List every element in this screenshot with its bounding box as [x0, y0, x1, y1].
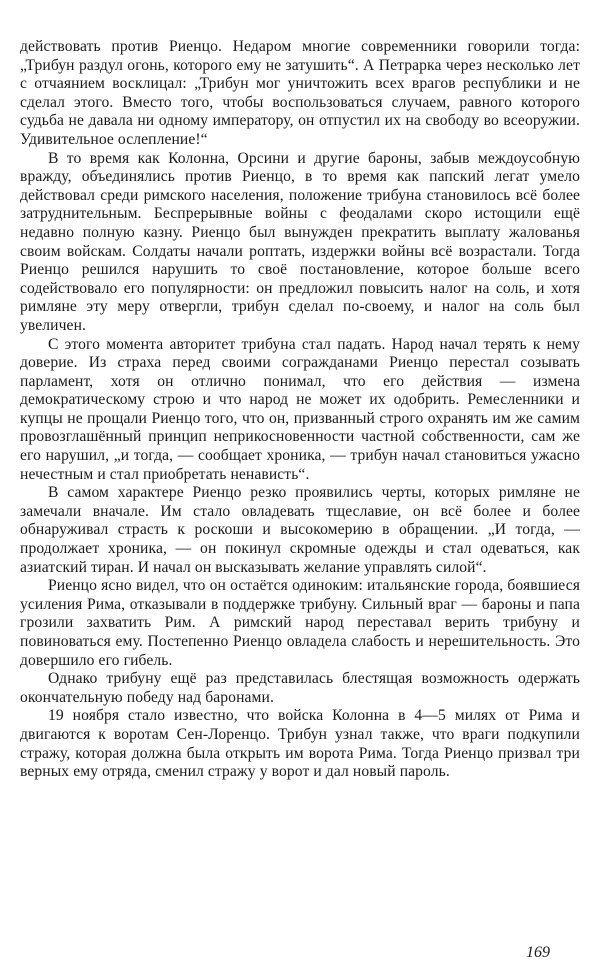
body-text [20, 38, 580, 782]
page-number: 169 [526, 944, 550, 961]
paragraph-6: Однако трибуну ещё раз представилась блестящая возможность одержать окончательную победу над баронами. [20, 670, 580, 706]
paragraph-2: В то время как Колонна, Орсини и другие бароны, забыв междоусобную вражду, объединялись против Риенцо, в то время как папский легат умело действовал среди римского населения, положение трибуна становилось всё более затруднительным. Беспрерывные войны с феодалами скоро истощили ещё недавно полную казну. Риенцо был вынужден прекратить выплату жалованья своим войскам. Солдаты начали роптать, издержки войны всё возрастали. Тогда Риенцо решился нарушить то своё постановление, которое больше всего содействовало его популярности: он предложил повысить налог на соль, и хотя римляне эту меру отвергли, трибун сделал по-своему, и налог на соль был увеличен. [20, 149, 580, 334]
paragraph-7: 19 ноября стало известно, что войска Колонна в 4—5 милях от Рима и двигаются к воротам Сен-Лоренцо. Трибун узнал также, что враги подкупили стражу, которая должна была открыть им ворота Рима. Тогда Риенцо призвал три верных ему отряда, сменил стражу у ворот и дал новый пароль. [20, 707, 580, 781]
paragraph-4: В самом характере Риенцо резко проявились черты, которых римляне не замечали вначале. Им стало овладевать тщеславие, он всё более и более обнаруживал страсть к роскоши и высокомерию в обращении. „И тогда, — продолжает хроника, — он покинул скромные одежды и стал одеваться, как азиатский тиран. И начал он высказывать желание управлять силой“. [20, 484, 580, 576]
paragraph-1: действовать против Риенцо. Недаром многие современники говорили тогда: „Трибун раздул огонь, которого ему не затушить“. А Петрарка через несколько лет с отчаянием восклицал: „Трибун мог уничтожить всех врагов республики и не сделал этого. Вместо того, чтобы воспользоваться случаем, равного которого судьба не давала ни одному императору, он отпустил их на свободу во всеоружии. Удивительное ослепление!“ [20, 38, 580, 148]
paragraph-3: С этого момента авторитет трибуна стал падать. Народ начал терять к нему доверие. Из страха перед своими согражданами Риенцо перестал созывать парламент, хотя он отлично понимал, что его действия — измена демократическому строю и что народ не может их одобрить. Ремесленники и купцы не прощали Риенцо того, что он, призванный строго охранять им же самим провозглашённый принцип неприкосновенности частной собственности, сам же его нарушил, „и тогда, — сообщает хроника, — трибун начал становиться ужасно нечестным и стал приобретать ненависть“. [20, 335, 580, 483]
paragraph-5: Риенцо ясно видел, что он остаётся одиноким: итальянские города, боявшиеся усиления Рима, отказывали в поддержке трибуну. Сильный враг — бароны и папа грозили захватить Рим. А римский народ переставал верить трибуну и повиноваться ему. Постепенно Риенцо овладела слабость и нерешительность. Это довершило его гибель. [20, 577, 580, 669]
